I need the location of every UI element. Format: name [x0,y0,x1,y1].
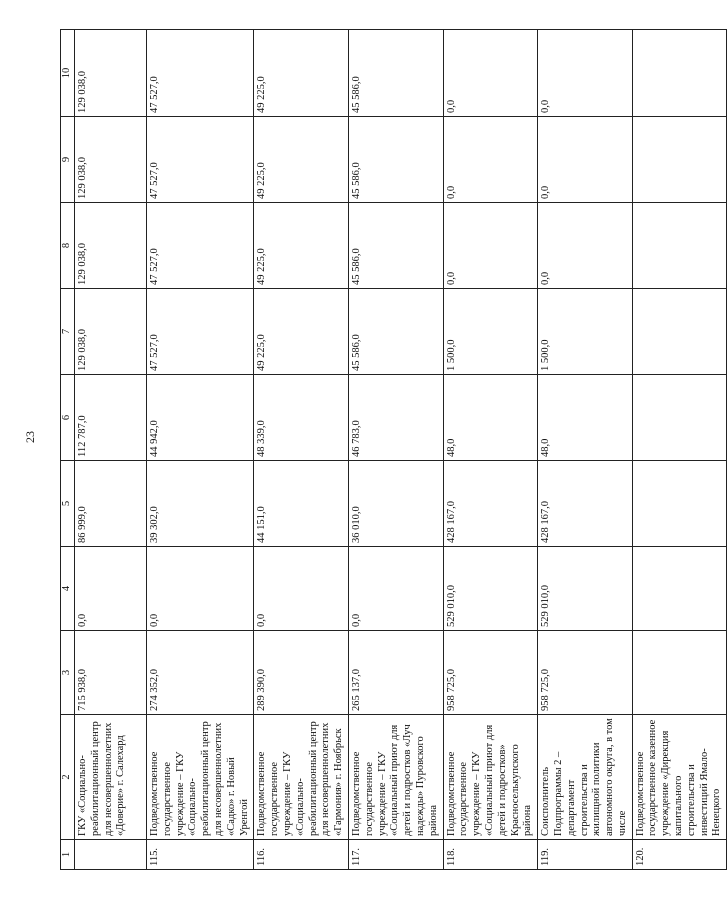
value-cell: 45 586,0 [348,203,443,289]
value-cell: 0,0 [538,203,633,289]
value-cell: 428 167,0 [538,461,633,547]
value-cell: 289 390,0 [254,631,349,715]
value-cell: 274 352,0 [147,631,254,715]
value-cell: 45 586,0 [348,117,443,203]
table-row [538,30,633,870]
value-cell: 0,0 [538,30,633,117]
header-cell: 9 [61,117,75,203]
value-cell: 958 725,0 [538,631,633,715]
value-cell: 428 167,0 [443,461,538,547]
value-cell: 129 038,0 [75,203,147,289]
value-cell: 39 302,0 [147,461,254,547]
value-cell [632,461,727,547]
value-cell: 47 527,0 [147,203,254,289]
row-name: Соисполнитель Подпрограммы 2 – департамент строительства и жилищной политики автономного округа, в том числе [538,715,633,840]
value-cell [632,30,727,117]
header-cell: 10 [61,30,75,117]
value-cell [632,203,727,289]
value-cell: 45 586,0 [348,289,443,375]
value-cell: 86 999,0 [75,461,147,547]
value-cell: 1 500,0 [443,289,538,375]
row-number: 117. [348,840,443,870]
row-name: ГКУ «Социально-реабилитационный центр для несовершеннолетних «Доверие» г. Салехард [75,715,147,840]
value-cell: 48 339,0 [254,375,349,461]
row-name: Подведомственное государственное учреждение – ГКУ «Социальный приют для детей и подростков» Красноселькупского района [443,715,538,840]
value-cell: 47 527,0 [147,30,254,117]
value-cell: 1 500,0 [538,289,633,375]
value-cell: 529 010,0 [538,547,633,631]
row-number: 118. [443,840,538,870]
rotated-table-wrapper [60,30,723,870]
value-cell: 0,0 [443,117,538,203]
value-cell: 48,0 [443,375,538,461]
page-number: 23 [23,431,37,443]
value-cell: 48,0 [538,375,633,461]
row-number: 115. [147,840,254,870]
row-number: 116. [254,840,349,870]
row-name: Подведомственное государственное учреждение – ГКУ «Социально-реабилитационный центр для несовершеннолетних «Садко» г. Новый Уренгой [147,715,254,840]
table-row [147,30,254,870]
value-cell: 49 225,0 [254,203,349,289]
table-row [443,30,538,870]
value-cell: 47 527,0 [147,117,254,203]
header-cell: 2 [61,715,75,840]
value-cell: 49 225,0 [254,117,349,203]
value-cell: 49 225,0 [254,30,349,117]
row-name: Подведомственное государственное учреждение – ГКУ «Социальный приют для детей и подростков «Луч надежды» Пуровского района [348,715,443,840]
row-number: 120. [632,840,727,870]
value-cell: 44 942,0 [147,375,254,461]
row-name: Подведомственное государственное учреждение – ГКУ «Социально-реабилитационный центр для несовершеннолетних «Гармония» г. Ноябрьск [254,715,349,840]
value-cell: 0,0 [443,203,538,289]
table-row [348,30,443,870]
value-cell [632,631,727,715]
row-number: 119. [538,840,633,870]
value-cell: 0,0 [538,117,633,203]
value-cell [632,547,727,631]
value-cell: 49 225,0 [254,289,349,375]
value-cell: 129 038,0 [75,289,147,375]
row-number [75,840,147,870]
value-cell: 112 787,0 [75,375,147,461]
value-cell [632,289,727,375]
value-cell: 265 137,0 [348,631,443,715]
value-cell: 0,0 [254,547,349,631]
value-cell [632,117,727,203]
row-name: Подведомственное государственное казенное учреждение «Дирекция капитального строительства и инвестиций Ямало-Ненецкого [632,715,727,840]
value-cell: 36 010,0 [348,461,443,547]
value-cell: 129 038,0 [75,30,147,117]
header-row [61,30,75,870]
header-cell: 4 [61,547,75,631]
value-cell: 47 527,0 [147,289,254,375]
header-cell: 3 [61,631,75,715]
table-row [254,30,349,870]
budget-table [60,29,727,870]
header-cell: 1 [61,840,75,870]
value-cell: 0,0 [75,547,147,631]
header-cell: 7 [61,289,75,375]
value-cell: 46 783,0 [348,375,443,461]
value-cell: 44 151,0 [254,461,349,547]
table-row [75,30,147,870]
value-cell: 715 938,0 [75,631,147,715]
value-cell: 0,0 [348,547,443,631]
value-cell: 129 038,0 [75,117,147,203]
value-cell: 0,0 [443,30,538,117]
value-cell: 958 725,0 [443,631,538,715]
header-cell: 8 [61,203,75,289]
table-row [632,30,727,870]
header-cell: 6 [61,375,75,461]
value-cell: 0,0 [147,547,254,631]
value-cell [632,375,727,461]
value-cell: 529 010,0 [443,547,538,631]
header-cell: 5 [61,461,75,547]
value-cell: 45 586,0 [348,30,443,117]
